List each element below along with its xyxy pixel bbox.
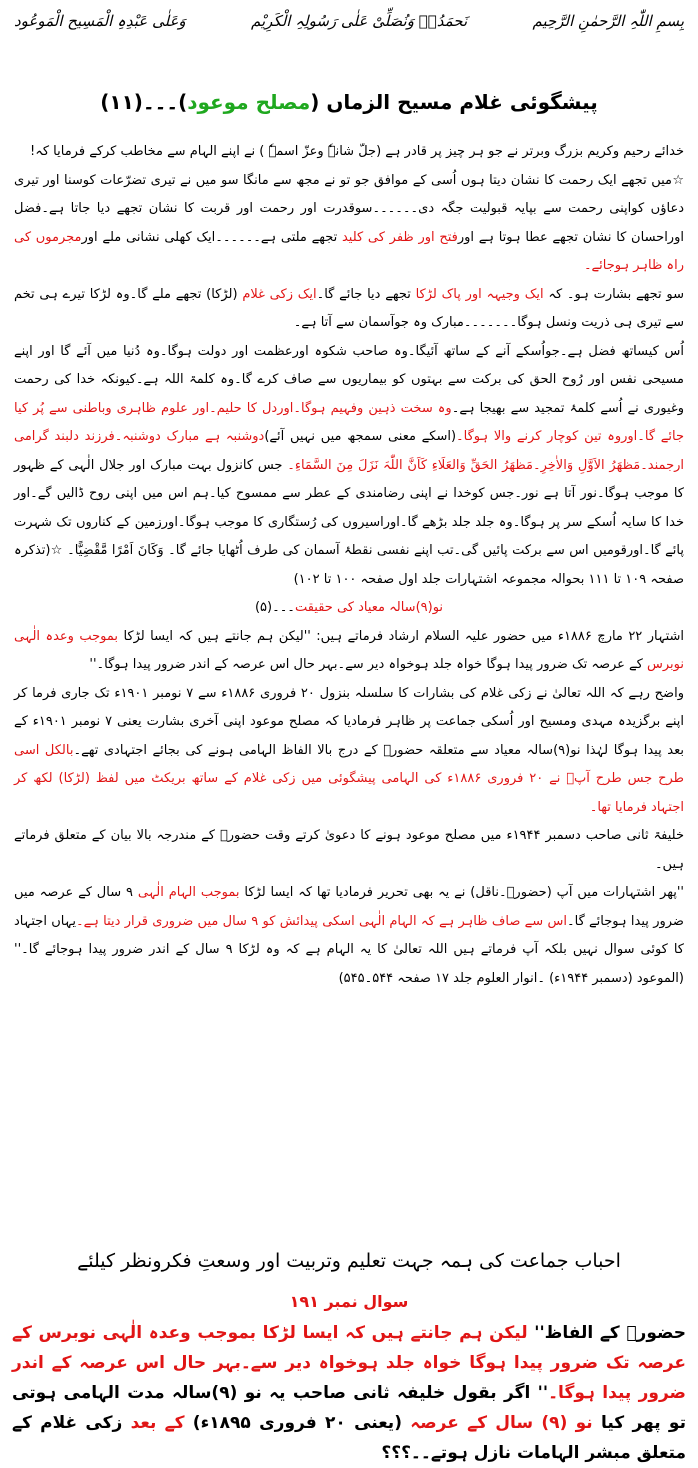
paragraph-text: اُس کیساتھ فضل ہے۔جواُسکے آنے کے ساتھ آئیگا۔وہ صاحب شکوہ اورعظمت اور دولت ہوگا۔وہ دُنیا میں آئے گا اور اپنے مسیحی نفس اور رُوح الحق کی برکت سے بہتوں کو بیماریوں سے صاف کرے گا۔وہ کلمۃ اللہ ہے۔کیونکہ خدا کی رحمت وغیوری نے اُسے کلمۂ تمجید سے بھیجا ہے۔ xyxy=(14,343,684,416)
paragraph-text: حضورؑ کے الفاظ'' xyxy=(527,1323,686,1343)
title-text-end: )۔۔۔(۱۱) xyxy=(100,90,188,114)
section-heading xyxy=(14,594,684,623)
paragraph-text: ۹ سال کے عرصہ میں ضرور پیدا ہوجائے گا۔ xyxy=(14,885,684,929)
announcement-paragraph xyxy=(14,623,684,680)
highlight-text: بموجب الہام الٰہی xyxy=(137,885,240,900)
revelation-paragraph-1 xyxy=(14,167,684,281)
paragraph-text: یہاں اجتہاد کا کوئی سوال نہیں بلکہ آپ فرماتے ہیں اللہ تعالیٰ کا یہ الہام ہے کہ وہ لڑکا ۹ سال کے اندر ضرور پیدا ہوجائے گا۔'' (الموعود (دسمبر ۱۹۴۴ء) ۔انوار العلوم جلد ۱۷ صفحہ ۵۴۴۔۵۴۵) xyxy=(14,913,684,986)
highlight-text: بموجب وعدہ الٰہی نوبرس xyxy=(14,628,684,672)
highlight-text: دوشنبہ ہے مبارک دوشنبہ۔فرزند دلبند گرامی ارجمند۔مَظھَرُ الاَوَّلِ وَالاٰخِرِ۔مَظھَرُ الحَقِّ وَالعَلَاءِ کَاَنَّ اللّٰہَ نَزَلَ مِنَ السَّمَاءِ۔ xyxy=(14,429,684,473)
paragraph-text: واضح رہے کہ اللہ تعالیٰ نے زکی غلام کی بشارات کا سلسلہ بنزول ۲۰ فروری ۱۸۸۶ء سے ۷ نومبر ۱۹۰۱ء تک جاری فرما کر اپنے برگزیدہ مہدی ومسیح اور اُسکی جماعت پر ظاہر فرمادیا کہ مصلح موعود اپنی آخری بشارت یعنی ۷ نومبر ۱۹۰۱ء کے بعد پیدا ہوگا لہٰذا نو(۹)سالہ معیاد سے متعلقہ حضورؑ کے درج بالا الفاظ الہامی ہونے کی بجائے اجتہادی تھے۔ xyxy=(14,685,684,758)
highlight-text: مجرموں کی راہ ظاہر ہوجائے۔ xyxy=(14,229,684,273)
title-highlight: مصلح موعود xyxy=(187,90,311,114)
invocation-masih: وَعَلٰی عَبْدِہِ الْمَسِیح الْمَوعُود xyxy=(14,12,186,30)
invocation-salutation: نَحمَدُہٗ وَنُصَلِّیْ عَلٰی رَسُولِہِ الْکَرِیْم xyxy=(250,12,468,30)
revelation-paragraph-3 xyxy=(14,338,684,595)
highlight-text: وہ سخت ذہین وفہیم ہوگا۔اوردل کا حلیم۔اور علوم ظاہری وباطنی سے پُر کیا جائے گا۔اوروہ تین کوچار کرنے والا ہوگا۔ xyxy=(14,400,684,444)
question-text xyxy=(12,1318,686,1468)
highlight-text: فتح اور ظفر کی کلید xyxy=(341,229,458,245)
invocation-bismillah: بِسمِ اللّٰہِ الرَّحمٰنِ الرَّحِیم xyxy=(532,12,684,30)
highlight-text: لیکن ہم جانتے ہیں کہ ایسا لڑکا بموجب وعدہ الٰہی نوبرس کے عرصہ تک ضرور پیدا ہوگا خواہ جلد ہوخواہ دیر سے۔بہر حال اس عرصہ کے اندر ضرور پیدا ہوگا۔ xyxy=(12,1323,686,1403)
paragraph-text: (اسکے معنی سمجھ میں نہیں آئے) xyxy=(264,429,457,444)
paragraph-text: (یعنی ۲۰ فروری ۱۸۹۵ء) xyxy=(184,1413,411,1433)
revelation-paragraph-2 xyxy=(14,281,684,338)
article-body xyxy=(14,138,684,993)
paragraph-text: '' اگر بقول خلیفہ ثانی صاحب یہ نو (۹)سالہ مدت الہامی ہوتی تو پھر کیا xyxy=(12,1383,686,1433)
section-heading-red: نو(۹)سالہ معیاد کی حقیقت xyxy=(294,600,444,615)
highlight-text: ایک وجیہہ اور پاک لڑکا xyxy=(415,286,544,302)
jamaat-heading: احباب جماعت کی ہمہ جہت تعلیم وتربیت اور وسعتِ فکرونظر کیلئے xyxy=(77,1250,621,1272)
paragraph-text: تجھے ملتی ہے۔۔۔۔۔۔ایک کھلی نشانی ملے اور xyxy=(81,229,342,245)
paragraph-text: سو تجھے بشارت ہو۔ کہ xyxy=(543,286,684,302)
page-title xyxy=(0,90,698,114)
highlight-text: ایک زکی غلام xyxy=(242,286,317,302)
paragraph-text: تجھے دیا جائے گا۔ xyxy=(316,286,416,302)
khalifa-intro-paragraph: خلیفۃ ثانی صاحب دسمبر ۱۹۴۴ء میں مصلح موعود ہونے کا دعویٰ کرتے وقت حضورؑ کے مندرجہ بالا بیان کے متعلق فرماتے ہیں۔ xyxy=(14,828,684,872)
paragraph-text: اشتہار ۲۲ مارچ ۱۸۸۶ء میں حضور علیہ السلام ارشاد فرماتے ہیں: ''لیکن ہم جانتے ہیں کہ ایسا لڑکا xyxy=(118,628,685,644)
intro-line: خدائے رحیم وکریم بزرگ وبرتر نے جو ہر چیز پر قادر ہے (جلّ شانہٗ وعزّ اسمہٗ ) نے اپنے الہام سے مخاطب کرکے فرمایا کہ! xyxy=(30,144,684,159)
highlight-text: بالکل اسی طرح جس طرح آپؑ نے ۲۰ فروری ۱۸۸۶ء کی الہامی پیشگوئی میں زکی غلام کے ساتھ بریکٹ میں لفظ (لڑکا) لکھ کر اجتہاد فرمایا تھا۔ xyxy=(14,742,684,815)
paragraph-text: جس کانزول بہت مبارک اور جلال الٰہی کے ظہور کا موجب ہوگا۔نور آتا ہے نور۔جس کوخدا نے اپنی رضامندی کے عطر سے ممسوح کیا۔ہم اس میں اپنی روح ڈالیں گے۔اور خدا کا سایہ اُسکے سر پر ہوگا۔وہ جلد جلد بڑھے گا۔اوراسیروں کی رُستگاری کا موجب ہوگا۔اورزمین کے کناروں تک شہرت پائے گا۔اورقومیں اس سے برکت پائیں گی۔تب اپنے نفسی نقطۂ آسمان کی طرف اُٹھایا جائے گا۔ وَکَانَ اَمْرًا مَّقْضِیًّا۔ ☆(تذکرہ صفحہ ۱۰۹ تا ۱۱۱ بحوالہ مجموعہ اشتہارات جلد اول صفحہ ۱۰۰ تا ۱۰۲) xyxy=(14,457,684,587)
paragraph-text: ''پھر اشتہارات میں آپ (حضورؑ۔ناقل) نے یہ بھی تحریر فرمادیا تھا کہ ایسا لڑکا xyxy=(239,885,684,900)
highlight-text: اس سے صاف ظاہر ہے کہ الہام الٰہی اسکی پیدائش کو ۹ سال میں ضروری قرار دیتا ہے۔ xyxy=(75,913,567,929)
title-text-start: پیشگوئی غلام مسیح الزماں ( xyxy=(310,90,598,114)
paragraph-text: (لڑکا) تجھے ملے گا۔وہ لڑکا تیرے ہی تخم سے تیری ہی ذریت ونسل ہوگا۔۔۔۔۔۔۔مبارک وہ جوآسمان سے آتا ہے۔ xyxy=(14,286,684,330)
paragraph-text: زکی غلام کے متعلق مبشر الہامات نازل ہوتے۔۔؟؟؟ xyxy=(12,1413,686,1463)
highlight-text: کے بعد xyxy=(130,1413,185,1433)
clarification-paragraph xyxy=(14,680,684,823)
khalifa-quote-paragraph xyxy=(14,879,684,993)
section-heading-number: ۔۔۔(۵) xyxy=(254,600,295,615)
question-body xyxy=(12,1318,686,1468)
paragraph-text: ☆میں تجھے ایک رحمت کا نشان دیتا ہوں اُسی کے موافق جو تو نے مجھ سے مانگا سو میں نے تیری تضرّعات کوسنا اور تیری دعاؤں کواپنی رحمت سے بپایہ قبولیت جگہ دی۔۔۔۔۔۔سوقدرت اور رحمت اور قربت کا نشان تجھے دیا جاتا ہے۔فضل اوراحسان کا نشان تجھے عطا ہوتا ہے اور xyxy=(14,172,684,245)
paragraph-text: کے عرصہ تک ضرور پیدا ہوگا خواہ جلد ہوخواہ دیر سے۔بہر حال اس عرصہ کے اندر ضرور پیدا ہوگا۔'' xyxy=(89,657,647,672)
invocation-header xyxy=(14,8,684,34)
highlight-text: نو (۹) سال کے عرصہ xyxy=(410,1413,593,1433)
question-number: سوال نمبر ۱۹۱ xyxy=(289,1292,409,1311)
